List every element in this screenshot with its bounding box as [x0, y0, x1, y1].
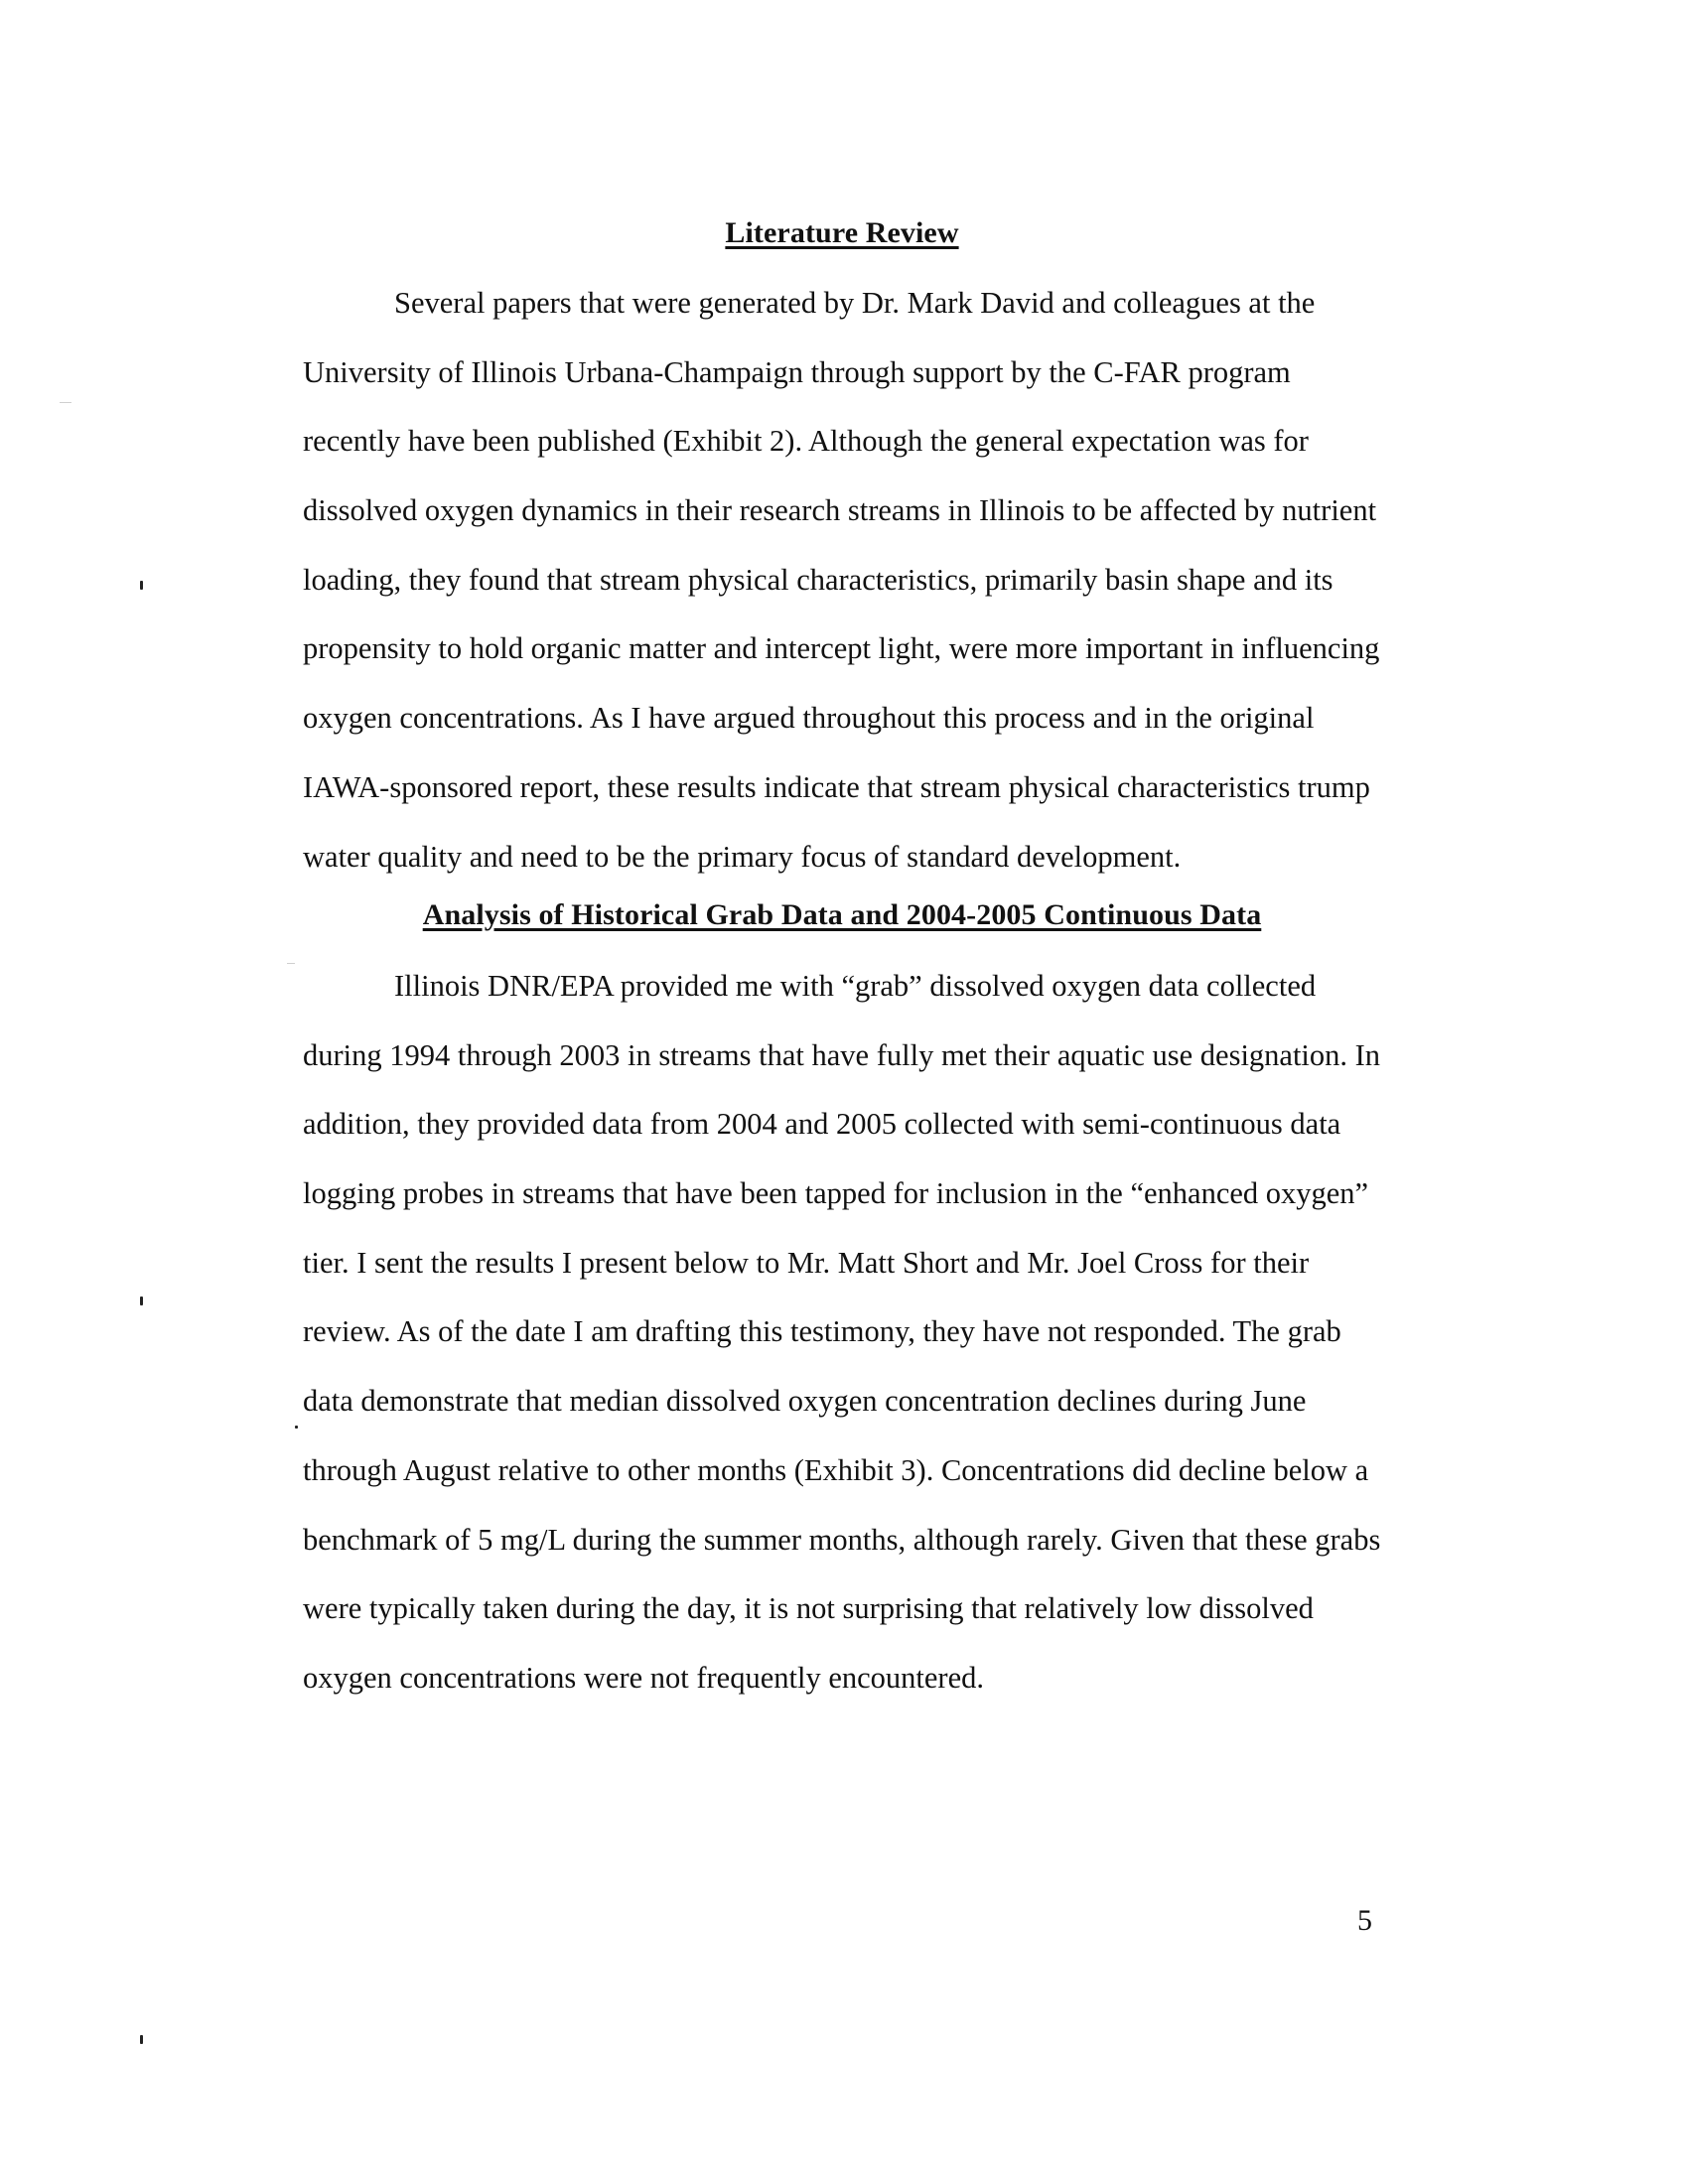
text-line: review. As of the date I am drafting this testimony, they have not responded. The grab	[303, 1314, 1341, 1349]
paragraph-analysis	[303, 966, 1405, 1727]
text-line: Several papers that were generated by Dr. Mark David and colleagues at the	[394, 286, 1316, 320]
text-line: oxygen concentrations. As I have argued throughout this process and in the original	[303, 701, 1315, 736]
text-line: were typically taken during the day, it is not surprising that relatively low dissolved	[303, 1591, 1314, 1626]
text-line: during 1994 through 2003 in streams that have fully met their aquatic use designation. In	[303, 1037, 1381, 1072]
text-line: propensity to hold organic matter and intercept light, were more important in influencing	[303, 631, 1380, 666]
text-line: dissolved oxygen dynamics in their research streams in Illinois to be affected by nutrient	[303, 493, 1377, 528]
text-line: through August relative to other months (Exhibit 3). Concentrations did decline below a	[303, 1452, 1369, 1487]
text-line: Illinois DNR/EPA provided me with “grab” dissolved oxygen data collected	[394, 969, 1317, 1003]
text-line: logging probes in streams that have been tapped for inclusion in the “enhanced oxygen”	[303, 1176, 1369, 1211]
scan-speck	[140, 2035, 143, 2044]
paragraph-literature-review	[303, 283, 1405, 905]
scan-speck	[295, 1426, 298, 1429]
page-number: 5	[1357, 1904, 1372, 1937]
text-line: loading, they found that stream physical characteristics, primarily basin shape and its	[303, 562, 1333, 597]
scan-mark	[287, 963, 295, 964]
text-line: oxygen concentrations were not frequently encountered.	[303, 1660, 984, 1695]
scan-speck	[140, 581, 143, 590]
text-line: water quality and need to be the primary focus of standard development.	[303, 839, 1182, 874]
heading-analysis-historical-grab-data: Analysis of Historical Grab Data and 2004-2005 Continuous Data	[422, 898, 1262, 931]
heading-literature-review: Literature Review	[725, 216, 959, 249]
text-line: data demonstrate that median dissolved oxygen concentration declines during June	[303, 1384, 1307, 1419]
scan-speck	[140, 1297, 143, 1305]
text-line: tier. I sent the results I present below to Mr. Matt Short and Mr. Joel Cross for their	[303, 1245, 1310, 1280]
text-line: University of Illinois Urbana-Champaign through support by the C-FAR program	[303, 354, 1291, 389]
text-line: recently have been published (Exhibit 2). Although the general expectation was for	[303, 424, 1309, 459]
text-line: benchmark of 5 mg/L during the summer months, although rarely. Given that these grabs	[303, 1522, 1381, 1557]
scan-mark	[60, 402, 71, 403]
text-line: addition, they provided data from 2004 and 2005 collected with semi-continuous data	[303, 1107, 1341, 1142]
text-line: IAWA-sponsored report, these results indicate that stream physical characteristics trump	[303, 769, 1370, 804]
